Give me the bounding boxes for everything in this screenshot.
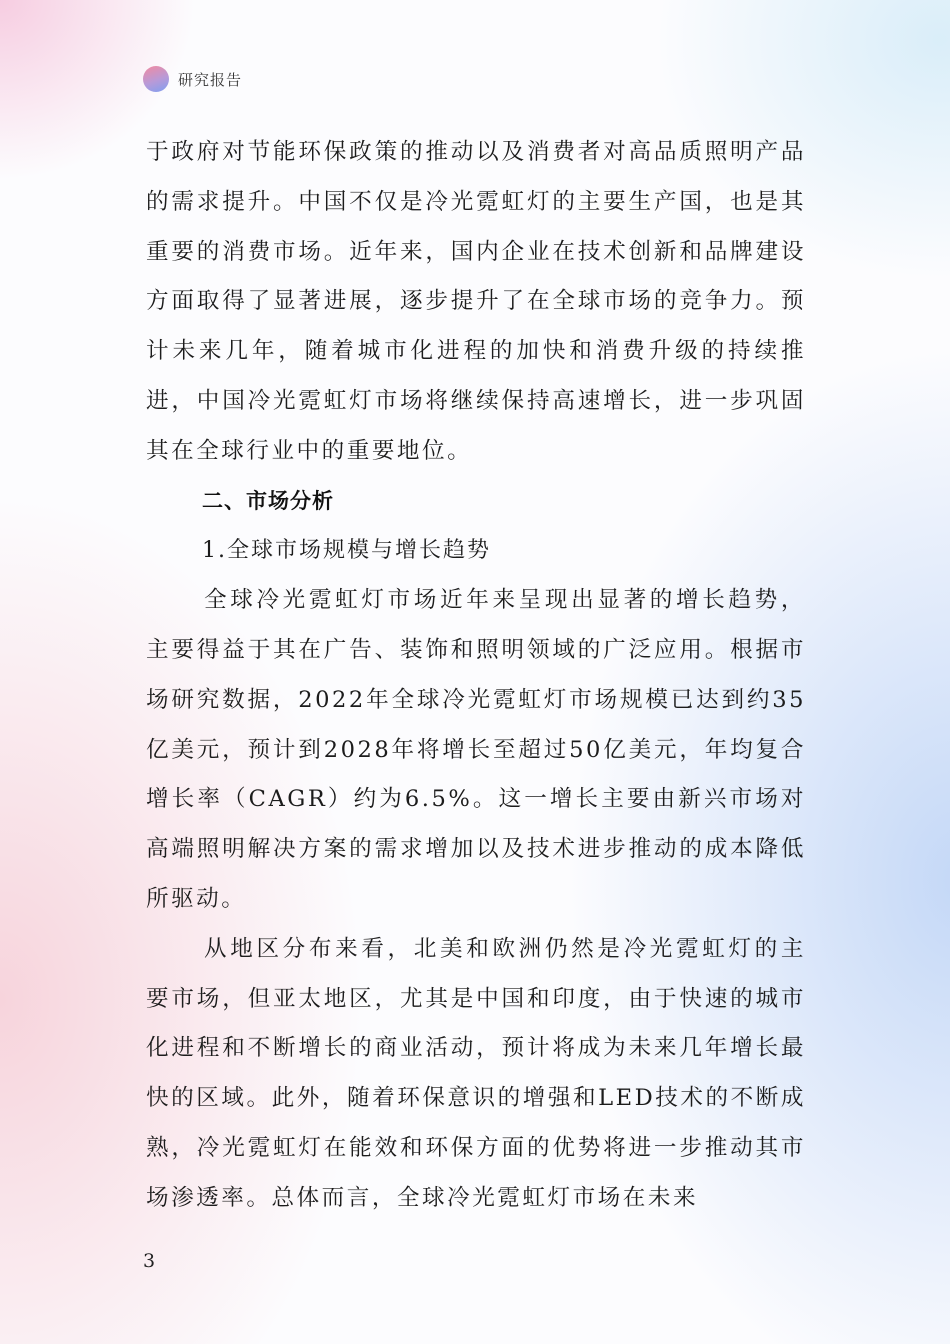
section-heading: 二、市场分析 — [202, 488, 334, 513]
report-header — [143, 66, 242, 92]
paragraph-market-china: 于政府对节能环保政策的推动以及消费者对高品质照明产品的需求提升。中国不仅是冷光霓虹灯的主要生产国，也是其重要的消费市场。近年来，国内企业在技术创新和品牌建设方面取得了显著进展，逐步提升了在全球市场的竞争力。预计未来几年，随着城市化进程的加快和消费升级的持续推进，中国冷光霓虹灯市场将继续保持高速增长，进一步巩固其在全球行业中的重要地位。 — [146, 139, 806, 464]
paragraph-regional-distribution: 从地区分布来看，北美和欧洲仍然是冷光霓虹灯的主要市场，但亚太地区，尤其是中国和印度，由于快速的城市化进程和不断增长的商业活动，预计将成为未来几年增长最快的区域。此外，随着环保意识的增强和LED技术的不断成熟，冷光霓虹灯在能效和环保方面的优势将进一步推动其市场渗透率。总体而言，全球冷光霓虹灯市场在未来 — [146, 935, 806, 1211]
logo-circle-icon — [143, 66, 169, 92]
document-body — [146, 128, 806, 1224]
subsection-heading: 1.全球市场规模与增长趋势 — [202, 538, 491, 564]
header-title: 研究报告 — [178, 70, 243, 89]
paragraph-global-market: 全球冷光霓虹灯市场近年来呈现出显著的增长趋势，主要得益于其在广告、装饰和照明领域的广泛应用。根据市场研究数据，2022年全球冷光霓虹灯市场规模已达到约35亿美元，预计到2028年将增长至超过50亿美元，年均复合增长率（CAGR）约为6.5%。这一增长主要由新兴市场对高端照明解决方案的需求增加以及技术进步推动的成本降低所驱动。 — [146, 587, 806, 912]
page-number: 3 — [143, 1250, 156, 1272]
